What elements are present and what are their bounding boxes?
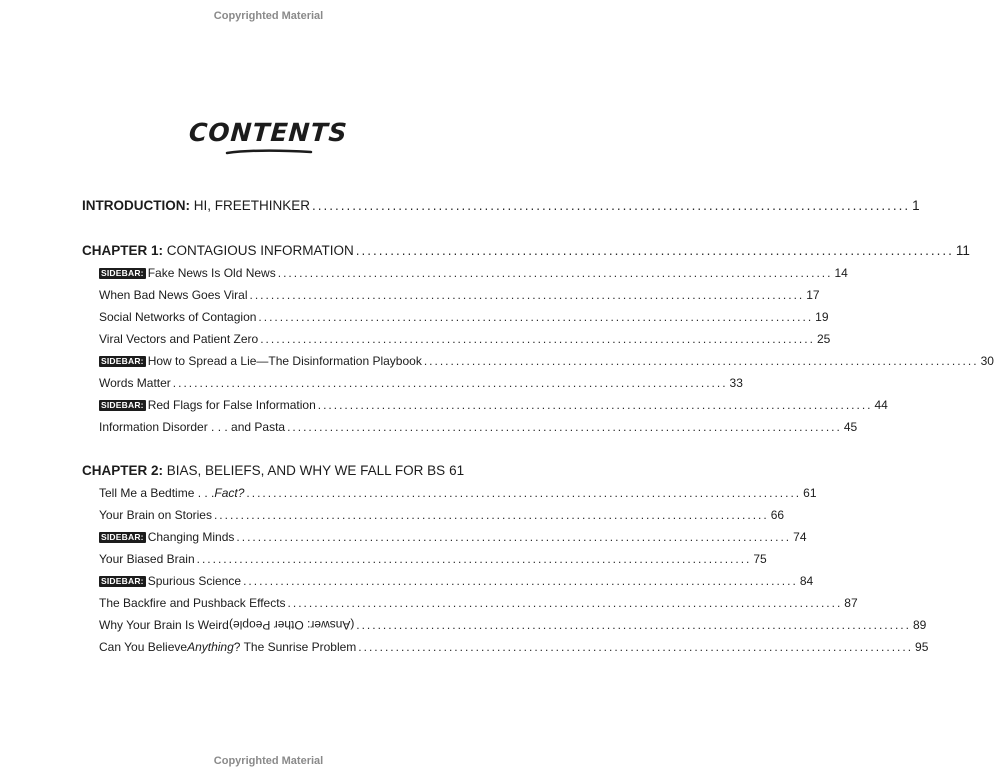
- dot-leader: ........................................................................................................: [172, 376, 728, 390]
- page-number: 30: [980, 354, 994, 368]
- page-number: 17: [806, 288, 820, 302]
- dot-leader: ........................................................................................................: [358, 640, 914, 654]
- copyright-header: Copyrighted Material: [213, 10, 324, 22]
- entry-title-upside-down: (Answer: Other People): [228, 618, 355, 632]
- title-underline: [224, 147, 314, 157]
- page-number: 89: [912, 618, 927, 632]
- copyright-footer: Copyrighted Material: [213, 755, 324, 767]
- page-number: 14: [834, 266, 848, 280]
- sidebar-badge: SIDEBAR:: [101, 532, 144, 542]
- sidebar-badge: SIDEBAR:: [101, 576, 144, 586]
- page-number: 61: [803, 486, 817, 500]
- toc-entry-red-flags[interactable]: [99, 397, 888, 413]
- entry-title: Tell Me a Bedtime . . .: [99, 486, 215, 500]
- dot-leader: ........................................................................................................: [423, 354, 979, 368]
- page-number: 61: [449, 463, 465, 478]
- sidebar-badge: SIDEBAR:: [101, 400, 144, 410]
- toc-entry-brain-is-weird[interactable]: [99, 617, 927, 633]
- page-number: 44: [874, 398, 888, 412]
- dot-leader: ........................................................................................................: [317, 398, 873, 412]
- entry-title: Red Flags for False Information: [147, 398, 316, 412]
- toc-chapter-2-text: BIAS, BELIEFS, AND WHY WE FALL FOR BS: [166, 463, 446, 478]
- toc-entry-spread-a-lie[interactable]: [99, 353, 994, 369]
- dot-leader: ........................................................................................................: [355, 243, 954, 258]
- page-number: 66: [770, 508, 785, 522]
- entry-title: When Bad News Goes Viral: [99, 288, 248, 302]
- entry-title: Your Brain on Stories: [99, 508, 212, 522]
- page-number: 19: [815, 310, 829, 324]
- entry-title: Your Biased Brain: [99, 552, 195, 566]
- entry-title-rest: ? The Sunrise Problem: [233, 640, 357, 654]
- page-number: 33: [729, 376, 743, 390]
- dot-leader: ........................................................................................................: [236, 530, 792, 544]
- dot-leader: ........................................................................................................: [258, 310, 814, 324]
- toc-intro-pre: INTRODUCTION:: [82, 198, 190, 213]
- toc-chapter-1-pre: CHAPTER 1:: [82, 243, 164, 258]
- toc-chapter-1[interactable]: [82, 243, 970, 259]
- toc-entry-words-matter[interactable]: [99, 375, 743, 391]
- toc-entry-bad-news[interactable]: [99, 287, 820, 303]
- title-block: [0, 118, 537, 157]
- dot-leader: ........................................................................................................: [246, 486, 802, 500]
- toc-chapter-2-pre: CHAPTER 2:: [82, 463, 164, 478]
- toc-entry-backfire-effects[interactable]: [99, 595, 858, 611]
- page-number: 84: [799, 574, 814, 588]
- page-number: 45: [843, 420, 858, 434]
- page-number: 1: [912, 198, 920, 213]
- entry-title: Fake News Is Old News: [147, 266, 276, 280]
- entry-title: Spurious Science: [147, 574, 242, 588]
- dot-leader: ........................................................................................................: [356, 618, 911, 632]
- toc-intro-text: HI, FREETHINKER: [193, 198, 311, 213]
- entry-title: Information Disorder . . . and Pasta: [99, 420, 286, 434]
- entry-title: Words Matter: [99, 376, 171, 390]
- toc-entry-bedtime-fact[interactable]: [99, 485, 817, 501]
- entry-title-italic: Fact?: [214, 486, 245, 500]
- toc-intro[interactable]: [82, 198, 920, 214]
- toc-entry-believe-anything[interactable]: [99, 639, 929, 655]
- dot-leader: ........................................................................................................: [277, 266, 833, 280]
- toc-entry-viral-vectors[interactable]: [99, 331, 831, 347]
- toc-entry-biased-brain[interactable]: [99, 551, 767, 567]
- page-number: 25: [816, 332, 831, 346]
- entry-title: Why Your Brain Is Weird: [99, 618, 229, 632]
- sidebar-badge: SIDEBAR:: [101, 356, 144, 366]
- dot-leader: ........................................................................................................: [243, 574, 798, 588]
- toc-entry-information-disorder[interactable]: [99, 419, 858, 435]
- dot-leader: ........................................................................................................: [287, 596, 843, 610]
- dot-leader: ........................................................................................................: [213, 508, 769, 522]
- page-number: 87: [844, 596, 858, 610]
- toc-entry-changing-minds[interactable]: [99, 529, 807, 545]
- dot-leader: ........................................................................................................: [312, 198, 911, 213]
- page-number: 95: [915, 640, 929, 654]
- toc-entry-fake-news[interactable]: [99, 265, 848, 281]
- toc-chapter-1-text: CONTAGIOUS INFORMATION: [166, 243, 354, 258]
- toc-entry-spurious-science[interactable]: [99, 573, 814, 589]
- page-number: 74: [793, 530, 807, 544]
- dot-leader: ........................................................................................................: [260, 332, 815, 346]
- entry-title: Changing Minds: [147, 530, 235, 544]
- dot-leader: ........................................................................................................: [196, 552, 752, 566]
- entry-title: Viral Vectors and Patient Zero: [99, 332, 259, 346]
- page-number: 75: [753, 552, 767, 566]
- dot-leader: ........................................................................................................: [287, 420, 842, 434]
- sidebar-badge: SIDEBAR:: [101, 268, 144, 278]
- entry-title: Can You Believe: [99, 640, 188, 654]
- page-title: CONTENTS: [188, 118, 349, 147]
- entry-title-italic: Anything: [187, 640, 234, 654]
- dot-leader: ........................................................................................................: [249, 288, 805, 302]
- toc-entry-social-networks[interactable]: [99, 309, 829, 325]
- toc-chapter-2[interactable]: [82, 463, 465, 479]
- entry-title: How to Spread a Lie—The Disinformation Playbook: [147, 354, 422, 368]
- entry-title: The Backfire and Pushback Effects: [99, 596, 286, 610]
- page-number: 11: [955, 243, 970, 258]
- toc-entry-brain-on-stories[interactable]: [99, 507, 785, 523]
- entry-title: Social Networks of Contagion: [99, 310, 257, 324]
